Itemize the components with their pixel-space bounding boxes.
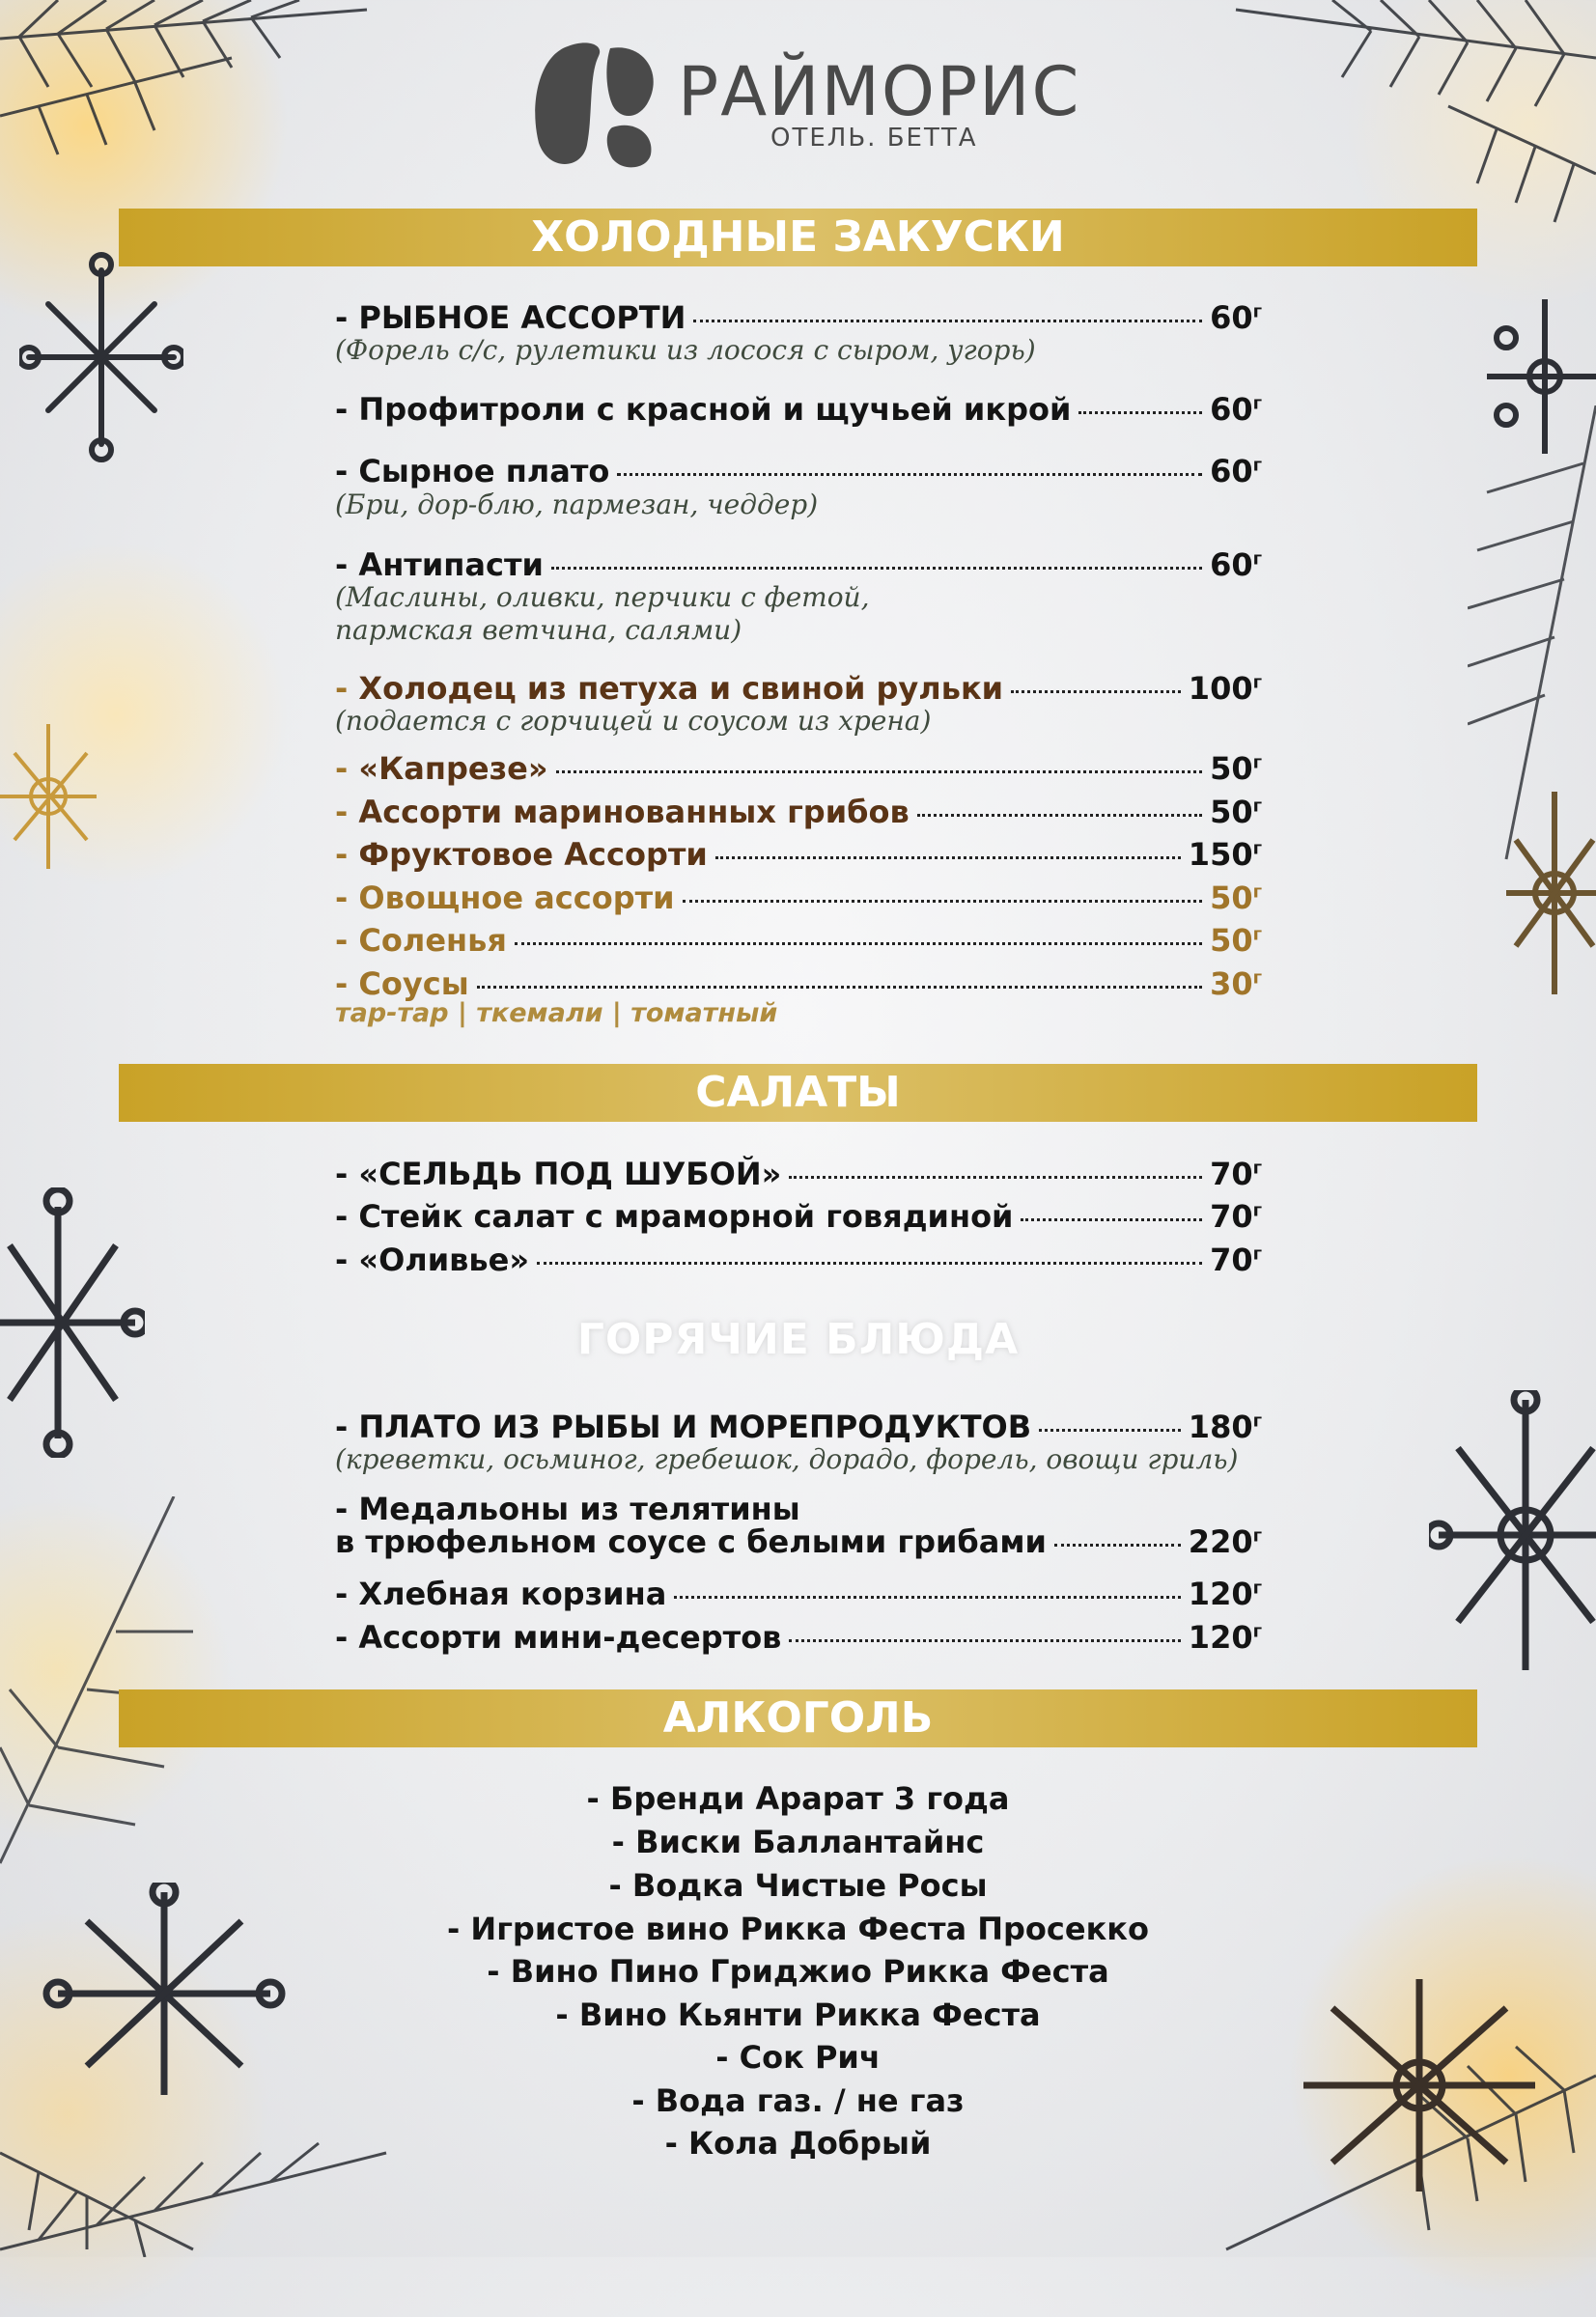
brand-logo [529,37,1081,172]
dot-leader [917,814,1202,817]
dot-leader [693,320,1202,322]
menu-item: - Соленья $50^г$ [335,922,1262,959]
alcohol-item: - Вода газ. / не газ [631,2082,965,2119]
menu-item: - Хлебная корзина $120^г$ [335,1576,1262,1612]
logo-mark-icon [529,37,664,172]
menu-item-note: пармская ветчина, салями) [335,614,742,646]
section-title-cold: ХОЛОДНЫЕ ЗАКУСКИ [119,209,1477,266]
section-title-hot: ГОРЯЧИЕ БЛЮДА [576,1315,1020,1364]
dot-leader [715,856,1181,859]
menu-item: - «Оливье» $70^г$ [335,1242,1262,1278]
dot-leader [515,942,1202,945]
dot-leader [683,900,1203,903]
menu-item: - Ассорти мини-десертов $120^г$ [335,1619,1262,1656]
menu-item-line: - Медальоны из телятины [335,1491,800,1527]
menu-item-note: (Бри, дор-блю, пармезан, чеддер) [335,489,819,520]
menu-item-note: (подается с горчицей и соусом из хрена) [335,705,932,737]
brand-subtitle: ОТЕЛЬ. БЕТТА [770,124,978,153]
alcohol-item: - Сок Рич [715,2039,881,2076]
snowflake-icon [19,251,183,463]
menu-item: в трюфельном соусе с белыми грибами $220^г$ [335,1523,1262,1560]
snowflake-icon [1429,1390,1596,1680]
menu-item: - «Капрезе» $50^г$ [335,750,1262,787]
menu-item: - «СЕЛЬДЬ ПОД ШУБОЙ» $70^г$ [335,1156,1262,1192]
dot-leader [789,1176,1202,1179]
menu-item: - Фруктовое Ассорти $150^г$ [335,836,1262,873]
menu-item: - Антипасти $60^г$ [335,546,1262,583]
dot-leader [1078,411,1202,414]
dot-leader [1054,1544,1181,1547]
menu-item: - ПЛАТО ИЗ РЫБЫ И МОРЕПРОДУКТОВ $180^г$ [335,1409,1262,1445]
menu-item: - Овощное ассорти $50^г$ [335,879,1262,916]
dot-leader [1039,1429,1181,1432]
alcohol-item: - Водка Чистые Росы [608,1867,988,1904]
menu-item: - Профитроли с красной и щучьей икрой $60^г$ [335,391,1262,428]
alcohol-item: - Игристое вино Рикка Феста Просекко [447,1911,1149,1947]
dot-leader [556,770,1203,773]
menu-item: - Соусы $30^г$ [335,965,1262,1002]
section-title-alcohol: АЛКОГОЛЬ [119,1689,1477,1747]
menu-item: - Ассорти маринованных грибов $50^г$ [335,794,1262,830]
dot-leader [477,986,1202,989]
alcohol-item: - Виски Баллантайнс [611,1824,985,1860]
dot-leader [674,1596,1181,1599]
alcohol-item: - Вино Кьянти Рикка Феста [555,1996,1041,2033]
menu-item-note: тар-тар | ткемали | томатный [335,998,778,1028]
menu-item: - Стейк салат с мраморной говядиной $70^г$ [335,1198,1262,1235]
dot-leader [789,1639,1180,1642]
menu-item: - Холодец из петуха и свиной рульки $100^г$ [335,670,1262,707]
snowflake-icon [0,714,106,879]
alcohol-item: - Вино Пино Гриджио Рикка Феста [487,1953,1109,1990]
snowflake-icon [1487,290,1596,463]
menu-item-note: (Маслины, оливки, перчики с фетой, [335,581,870,613]
menu-item: - РЫБНОЕ АССОРТИ $60^г$ [335,299,1262,336]
brand-name: РАЙМОРИС [678,52,1081,131]
section-title-salads: САЛАТЫ [119,1064,1477,1122]
dot-leader [1021,1218,1202,1221]
snowflake-icon [1506,782,1596,1004]
menu-item-note: (Форель с/с, рулетики из лосося с сыром, угорь) [335,334,1036,366]
dot-leader [551,567,1202,570]
dot-leader [537,1262,1202,1265]
menu-item-note: (креветки, осьминог, гребешок, дорадо, форель, овощи гриль) [335,1443,1239,1475]
alcohol-item: - Кола Добрый [664,2125,932,2162]
menu-item: - Сырное плато $60^г$ [335,453,1262,489]
alcohol-item: - Бренди Арарат 3 года [586,1780,1010,1817]
dot-leader [617,473,1202,476]
dot-leader [1011,690,1181,693]
